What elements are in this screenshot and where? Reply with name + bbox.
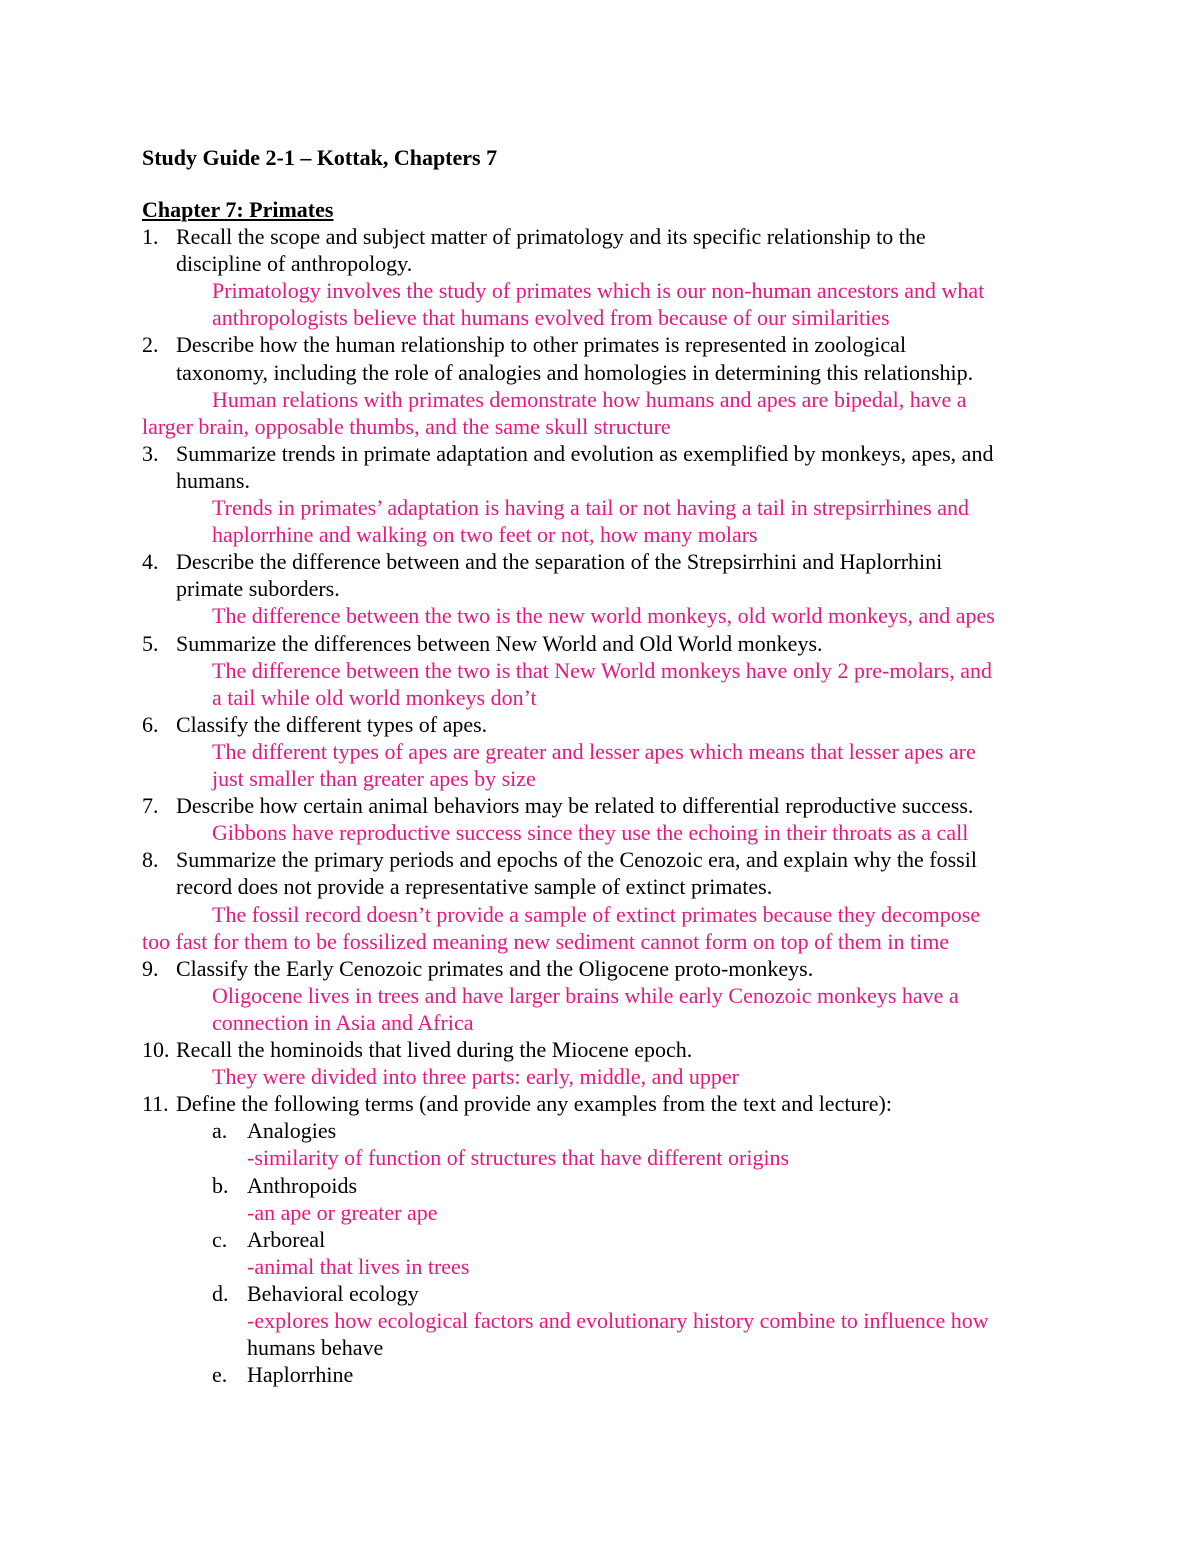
answer-text: The difference between the two is that New World monkeys have only 2 pre-molars, and xyxy=(212,657,993,683)
answer-text: Trends in primates’ adaptation is having a tail or not having a tail in strepsirrhines and xyxy=(212,495,970,520)
answer-text: a tail while old world monkeys don’t xyxy=(212,684,537,710)
answer-text: anthropologists believe that humans evolved from because of our similarities xyxy=(212,305,890,331)
answer-text: too fast for them to be fossilized meaning new sediment cannot form on top of them in time xyxy=(142,928,950,954)
question-text: Summarize the differences between New World and Old World monkeys. xyxy=(176,630,823,656)
question-text: Summarize trends in primate adaptation and evolution as exemplified by monkeys, apes, and xyxy=(176,440,994,466)
question-text: Describe the difference between and the separation of the Strepsirrhini and Haplorrhini xyxy=(176,549,943,575)
term-definition: -animal that lives in trees xyxy=(247,1253,470,1279)
chapter-heading: Chapter 7: Primates xyxy=(142,197,334,222)
question-text: Classify the different types of apes. xyxy=(176,711,488,737)
answer-text: The difference between the two is the new world monkeys, old world monkeys, and apes xyxy=(212,603,995,629)
term-definition-continued: humans behave xyxy=(247,1335,384,1361)
term-definition: -an ape or greater ape xyxy=(247,1199,438,1225)
term-letter: e. xyxy=(212,1362,228,1388)
question-text: Describe how the human relationship to other primates is represented in zoological xyxy=(176,332,907,358)
question-number: 3. xyxy=(142,440,159,466)
answer-text: Oligocene lives in trees and have larger brains while early Cenozoic monkeys have a xyxy=(212,982,959,1008)
question-number: 9. xyxy=(142,955,159,981)
answer-text: They were divided into three parts: early, middle, and upper xyxy=(212,1064,740,1090)
question-text: Recall the scope and subject matter of primatology and its specific relationship to the xyxy=(176,224,926,249)
term-definition: -explores how ecological factors and evolutionary history combine to influence how xyxy=(247,1308,989,1333)
term-name: Behavioral ecology xyxy=(247,1280,419,1306)
question-text: taxonomy, including the role of analogies and homologies in determining this relationship. xyxy=(176,359,974,385)
question-number: 4. xyxy=(142,549,159,575)
question-text: Define the following terms (and provide any examples from the text and lecture): xyxy=(176,1091,892,1117)
term-name: Analogies xyxy=(247,1118,337,1144)
question-text: humans. xyxy=(176,467,250,493)
question-number: 2. xyxy=(142,332,159,358)
document-title: Study Guide 2-1 – Kottak, Chapters 7 xyxy=(142,145,498,170)
answer-text: Gibbons have reproductive success since they use the echoing in their throats as a call xyxy=(212,820,969,846)
question-text: Describe how certain animal behaviors may be related to differential reproductive success. xyxy=(176,793,974,819)
question-number: 10. xyxy=(142,1037,170,1062)
term-letter: c. xyxy=(212,1226,228,1252)
answer-text: Primatology involves the study of primates which is our non-human ancestors and what xyxy=(212,278,985,304)
question-text: Classify the Early Cenozoic primates and the Oligocene proto-monkeys. xyxy=(176,955,814,981)
answer-text: The different types of apes are greater and lesser apes which means that lesser apes are xyxy=(212,738,976,764)
question-text: Recall the hominoids that lived during the Miocene epoch. xyxy=(176,1037,693,1062)
question-text: Summarize the primary periods and epochs of the Cenozoic era, and explain why the fossil xyxy=(176,847,977,873)
term-name: Anthropoids xyxy=(247,1172,357,1198)
question-number: 5. xyxy=(142,630,159,656)
question-number: 7. xyxy=(142,793,159,819)
answer-text: larger brain, opposable thumbs, and the same skull structure xyxy=(142,413,671,439)
question-number: 1. xyxy=(142,224,159,249)
answer-text: Human relations with primates demonstrate how humans and apes are bipedal, have a xyxy=(212,386,967,412)
term-letter: b. xyxy=(212,1172,229,1198)
term-name: Arboreal xyxy=(247,1226,326,1252)
question-text: primate suborders. xyxy=(176,576,340,602)
question-number: 11. xyxy=(142,1091,169,1117)
term-definition: -similarity of function of structures that have different origins xyxy=(247,1145,790,1171)
question-number: 8. xyxy=(142,847,159,873)
question-number: 6. xyxy=(142,711,159,737)
answer-text: just smaller than greater apes by size xyxy=(212,766,536,791)
term-letter: d. xyxy=(212,1280,229,1306)
answer-text: The fossil record doesn’t provide a sample of extinct primates because they decompose xyxy=(212,901,981,927)
answer-text: haplorrhine and walking on two feet or not, how many molars xyxy=(212,522,758,548)
question-text: discipline of anthropology. xyxy=(176,251,413,277)
answer-text: connection in Asia and Africa xyxy=(212,1009,474,1035)
question-text: record does not provide a representative sample of extinct primates. xyxy=(176,874,773,900)
term-name: Haplorrhine xyxy=(247,1362,354,1388)
term-letter: a. xyxy=(212,1118,228,1144)
